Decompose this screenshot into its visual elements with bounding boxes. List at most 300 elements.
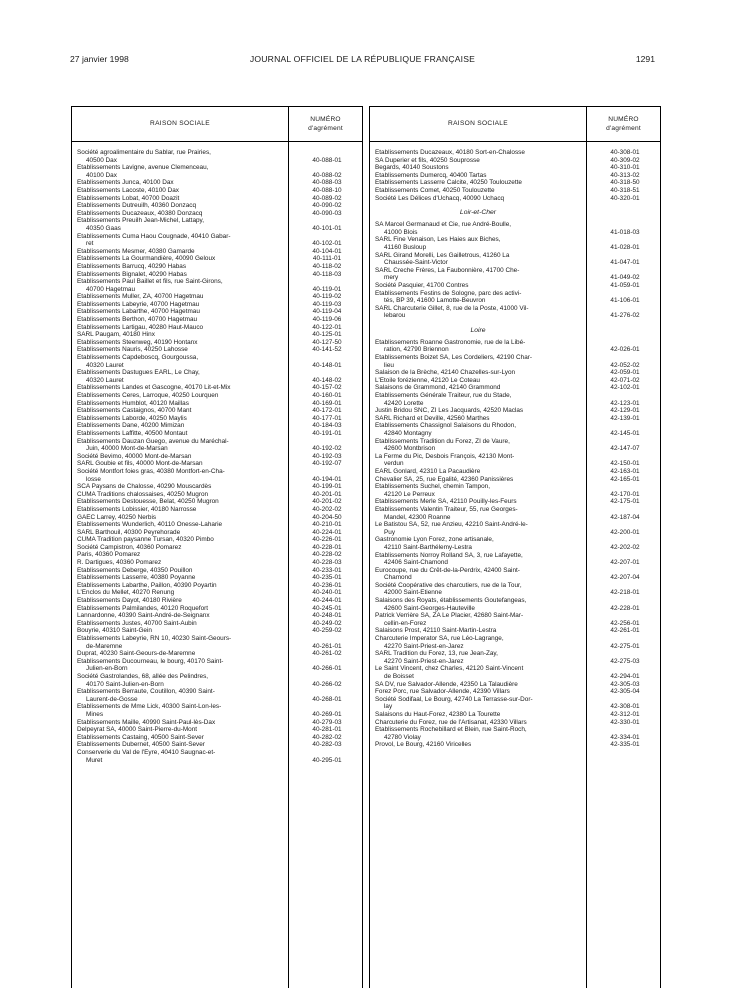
- raison-sociale-line: Etablissements Labarthe, 40700 Hagetmau: [77, 308, 200, 316]
- agrement-number: 40-192-03: [312, 452, 342, 460]
- table-row: [77, 574, 360, 582]
- raison-sociale-cell: [77, 210, 283, 218]
- raison-sociale-line: 42270 Saint-Priest-en-Jarez: [384, 642, 464, 650]
- table-row: [77, 703, 360, 718]
- agrement-number: 40-119-03: [312, 300, 342, 308]
- raison-sociale-cell: [77, 468, 283, 483]
- raison-sociale-cell: [77, 263, 283, 271]
- raison-sociale-cell: [375, 415, 581, 423]
- raison-sociale-line: SA DV, rue Salvador-Allende, 42350 La Talaudière: [375, 680, 518, 688]
- raison-sociale-line: Etablissements Destouesse, Belat, 40250 Mugron: [77, 498, 219, 506]
- raison-sociale-line: Société Pasquier, 41700 Contres: [375, 281, 469, 289]
- journal-title: JOURNAL OFFICIEL DE LA RÉPUBLIQUE FRANÇAISE: [249, 54, 476, 64]
- raison-sociale-cell: [375, 665, 581, 680]
- table-row: [77, 719, 360, 727]
- raison-sociale-line: SARL Paugam, 40180 Hinx: [77, 331, 155, 339]
- page-number: 1291: [635, 54, 655, 64]
- table-row: [77, 354, 360, 369]
- agrement-number: 40-233-01: [312, 566, 342, 574]
- raison-sociale-cell: [375, 422, 581, 437]
- raison-sociale-cell: [77, 331, 283, 339]
- raison-sociale-line: La Ferme du Pic, Desbois François, 42130 Mont-: [375, 452, 515, 460]
- raison-sociale-line: Etablissements Wunderlich, 40110 Onesse-Laharie: [77, 521, 223, 529]
- table-row: [77, 453, 360, 461]
- table-row: [375, 305, 658, 320]
- agrement-number: 40-101-01: [312, 224, 342, 232]
- agrement-number: 40-245-01: [312, 604, 342, 612]
- agrement-number: 42-200-01: [610, 528, 640, 536]
- table-row: [77, 400, 360, 408]
- table-row: [77, 567, 360, 575]
- table-row: [77, 589, 360, 597]
- table-row: [375, 681, 658, 689]
- table-row: [77, 741, 360, 749]
- table-row: [77, 597, 360, 605]
- raison-sociale-cell: [375, 407, 581, 415]
- raison-sociale-line: Etablissements Labeyrie, 40700 Hagetmau: [77, 300, 200, 308]
- agrement-number: 40-318-50: [610, 179, 640, 187]
- raison-sociale-line: 42270 Saint-Priest-en-Jarez: [384, 657, 464, 665]
- raison-sociale-line: Charcuterie du Forez, rue de l'Artisanat, 42330 Villars: [375, 718, 527, 726]
- raison-sociale-cell: [77, 438, 283, 453]
- raison-sociale-line: GAEC Larrey, 40250 Nerbis: [77, 513, 157, 521]
- raison-sociale-line: lebarou: [384, 312, 406, 320]
- agrement-number: 42-139-01: [610, 414, 640, 422]
- raison-sociale-line: 42600 Montbrison: [384, 445, 436, 453]
- raison-sociale-line: Etablissements Justes, 40700 Saint-Aubin: [77, 619, 197, 627]
- agrement-number: 40-310-01: [610, 164, 640, 172]
- raison-sociale-cell: [77, 635, 283, 650]
- raison-sociale-line: Société Bevimo, 40000 Mont-de-Marsan: [77, 452, 192, 460]
- raison-sociale-cell: [77, 551, 283, 559]
- agrement-number: 40-235-01: [312, 574, 342, 582]
- raison-sociale-cell: [77, 582, 283, 590]
- raison-sociale-line: Etablissements Lacoste, 40100 Dax: [77, 186, 179, 194]
- raison-sociale-cell: [77, 195, 283, 203]
- agrement-number: 40-125-01: [312, 331, 342, 339]
- table-row: [375, 741, 658, 749]
- raison-sociale-line: tés, BP 39, 41600 Lamotte-Beuvron: [384, 297, 486, 305]
- raison-sociale-line: Etablissements Ducazeaux, 40180 Sort-en-Chalosse: [375, 149, 525, 156]
- agrement-number: 40-313-02: [610, 171, 640, 179]
- table-row: [375, 597, 658, 612]
- raison-sociale-cell: [375, 339, 581, 354]
- numero-label: NUMÉRO: [608, 116, 639, 123]
- raison-sociale-line: Gastronomie Lyon Forez, zone artisanale,: [375, 536, 494, 544]
- raison-sociale-line: Société Coopérative des charcutiers, rue de la Tour,: [375, 581, 522, 589]
- raison-sociale-cell: [77, 719, 283, 727]
- raison-sociale-line: Delpeyrat SA, 40000 Saint-Pierre-du-Mont: [77, 726, 198, 734]
- raison-sociale-cell: [77, 589, 283, 597]
- agrement-number: 40-127-50: [312, 338, 342, 346]
- numero-label: NUMÉRO: [310, 116, 341, 123]
- raison-sociale-line: CUMA Tradition paysanne Tursan, 40320 Pimbo: [77, 536, 214, 544]
- raison-sociale-cell: [77, 658, 283, 673]
- raison-sociale-line: Paris, 40360 Pomarez: [77, 551, 141, 559]
- raison-sociale-cell: [77, 301, 283, 309]
- raison-sociale-line: Chamond: [384, 574, 412, 582]
- agrement-number: 40-157-02: [312, 384, 342, 392]
- table-row: [77, 650, 360, 658]
- raison-sociale-cell: [77, 354, 283, 369]
- agrement-number: 42-026-01: [610, 346, 640, 354]
- raison-sociale-cell: [375, 612, 581, 627]
- raison-sociale-cell: [77, 559, 283, 567]
- raison-sociale-line: Etablissements Dutreuilh, 40360 Donzacq: [77, 202, 197, 210]
- raison-sociale-line: SARL Richard et Deville, 42560 Marthes: [375, 414, 490, 422]
- raison-sociale-line: Etablissements Dastugues EARL, Le Chay,: [77, 369, 200, 377]
- raison-sociale-cell: [77, 650, 283, 658]
- raison-sociale-line: EARL Gonlard, 42310 La Pacaudière: [375, 467, 481, 475]
- agrement-number: 40-119-01: [312, 285, 342, 293]
- raison-sociale-line: Julien-en-Born: [86, 665, 128, 673]
- raison-sociale-line: de Boisset: [384, 673, 414, 680]
- table-row: [77, 498, 360, 506]
- raison-sociale-line: L'Enclos du Mellet, 40270 Renung: [77, 589, 175, 597]
- agrement-number: 41-028-01: [610, 243, 640, 251]
- table-row: [77, 635, 360, 650]
- raison-sociale-cell: [77, 544, 283, 552]
- raison-sociale-line: Etablissements Dumercq, 40400 Tartas: [375, 171, 487, 179]
- agrement-number: 40-295-01: [312, 756, 342, 764]
- agrement-number: 40-201-02: [312, 498, 342, 506]
- agrement-number: 42-261-01: [610, 627, 640, 635]
- table-row: [77, 263, 360, 271]
- raison-sociale-cell: [77, 384, 283, 392]
- raison-sociale-line: Lannardonne, 40390 Saint-André-de-Seignanx: [77, 612, 210, 620]
- raison-sociale-line: 40700 Hagetmau: [86, 285, 136, 293]
- table-row: [77, 384, 360, 392]
- raison-sociale-line: Etablissements Boizet SA, Les Cordeliers, 42190 Char-: [375, 354, 533, 362]
- section-heading: Loire: [470, 326, 486, 334]
- raison-sociale-cell: [375, 187, 581, 195]
- raison-sociale-cell: [375, 476, 581, 484]
- table-row: [375, 536, 658, 551]
- raison-sociale-line: 40350 Gaas: [86, 224, 121, 232]
- raison-sociale-line: CUMA Traditions chalossaises, 40250 Mugron: [77, 490, 209, 498]
- agrement-number: 42-218-01: [610, 589, 640, 597]
- raison-sociale-line: Etablissements Roanne Gastronomie, rue de la Libé-: [375, 338, 526, 346]
- raison-sociale-cell: [375, 696, 581, 711]
- raison-sociale-cell: [77, 293, 283, 301]
- page-header: [70, 54, 655, 68]
- table-row: [375, 468, 658, 476]
- agrement-number: 40-282-03: [312, 741, 342, 749]
- agrement-number: 40-192-07: [312, 460, 342, 468]
- raison-sociale-line: Etablissements Lavigne, avenue Clemenceau,: [77, 164, 209, 172]
- raison-sociale-line: ration, 42790 Briennon: [384, 346, 449, 354]
- raison-sociale-line: Muret: [86, 756, 103, 764]
- raison-sociale-cell: [375, 195, 581, 203]
- raison-sociale-cell: [375, 377, 581, 385]
- raison-sociale-cell: [375, 536, 581, 551]
- raison-sociale-line: SARL Girand Morelli, Les Gailletrous, 41260 La: [375, 251, 510, 259]
- raison-sociale-cell: [77, 498, 283, 506]
- agrement-number: 40-160-01: [312, 392, 342, 399]
- raison-sociale-cell: [375, 483, 581, 498]
- raison-sociale-line: Etablissements Festins de Sologne, parc des activi-: [375, 289, 522, 297]
- table-row: [375, 498, 658, 506]
- agrement-number: 40-192-02: [312, 445, 342, 453]
- raison-sociale-line: Etablissements Lasserre, 40380 Poyanne: [77, 574, 196, 582]
- agrement-number: 40-111-01: [312, 255, 342, 263]
- table-row: [375, 172, 658, 180]
- raison-sociale-line: Etablissements Tradition du Forez, ZI de Vaure,: [375, 437, 510, 445]
- agrement-number: 40-088-10: [312, 186, 342, 194]
- table-row: [77, 324, 360, 332]
- raison-sociale-cell: [375, 650, 581, 665]
- agrement-number: 40-169-01: [312, 399, 342, 407]
- section-heading: Loir-et-Cher: [459, 209, 497, 217]
- raison-sociale-cell: [77, 407, 283, 415]
- raison-sociale-line: Etablissements Preuilh Jean-Michel, Lattapy,: [77, 217, 205, 225]
- table-row: [375, 290, 658, 305]
- table-row: [77, 491, 360, 499]
- agrement-number: 40-194-01: [312, 475, 342, 483]
- table-row: [77, 248, 360, 256]
- raison-sociale-cell: [77, 605, 283, 613]
- raison-sociale-line: Etablissements Générale Traiteur, rue du Stade,: [375, 392, 512, 400]
- table-row: [77, 620, 360, 628]
- table-row: [77, 369, 360, 384]
- raison-sociale-cell: [77, 741, 283, 749]
- agrement-number: 40-240-01: [312, 589, 342, 597]
- table-row: [77, 301, 360, 309]
- raison-sociale-cell: [375, 267, 581, 282]
- raison-sociale-line: Etablissements Lartigau, 40280 Haut-Mauco: [77, 323, 204, 331]
- raison-sociale-line: Etablissements Muller, ZA, 40700 Hagetmau: [77, 293, 204, 301]
- table-row: [77, 529, 360, 537]
- raison-sociale-cell: [77, 187, 283, 195]
- agrement-number: 40-088-03: [312, 179, 342, 187]
- agrement-number: 40-119-06: [312, 316, 342, 324]
- agrement-number: 40-210-01: [312, 521, 342, 529]
- agrement-number: 40-090-03: [312, 209, 342, 217]
- table-row: [375, 179, 658, 187]
- raison-sociale-line: Etablissements Deberge, 40350 Pouillon: [77, 566, 193, 574]
- table-row: [375, 392, 658, 407]
- table-row: [375, 582, 658, 597]
- raison-sociale-cell: [77, 673, 283, 688]
- raison-sociale-line: Etablissements Landes et Gascogne, 40170 Lit-et-Mix: [77, 384, 231, 392]
- right-entries: [375, 149, 658, 749]
- raison-sociale-line: 42406 Saint-Chamond: [384, 559, 448, 567]
- agrement-number: 40-269-01: [312, 710, 342, 718]
- raison-sociale-line: 42600 Saint-Georges-Hauteville: [384, 604, 475, 612]
- agrement-number: 42-335-01: [610, 741, 640, 749]
- agrement-label: d'agrément: [308, 125, 343, 132]
- agrement-number: 40-228-02: [312, 551, 342, 559]
- agrement-number: 42-187-04: [610, 513, 640, 521]
- agrement-number: 41-276-02: [610, 312, 640, 320]
- agrement-number: 42-202-02: [610, 543, 640, 551]
- raison-sociale-line: R. Dartigues, 40360 Pomarez: [77, 559, 162, 567]
- agrement-number: 42-312-01: [610, 710, 640, 718]
- raison-sociale-cell: [77, 248, 283, 256]
- table-row: [77, 255, 360, 263]
- raison-sociale-cell: [375, 369, 581, 377]
- agrement-number: 40-177-01: [312, 414, 342, 422]
- raison-sociale-cell: [77, 217, 283, 232]
- raison-sociale-cell: [375, 157, 581, 165]
- table-row: [375, 453, 658, 468]
- raison-sociale-cell: [375, 305, 581, 320]
- agrement-number: 42-207-01: [610, 559, 640, 567]
- raison-sociale-cell: [77, 324, 283, 332]
- raison-sociale-cell: [375, 221, 581, 236]
- table-row: [375, 483, 658, 498]
- agrement-number: 42-150-01: [610, 460, 640, 468]
- raison-sociale-line: Eurocoupe, rue du Crêt-de-la-Perdrix, 42400 Saint-: [375, 566, 520, 574]
- agrement-number: 40-281-01: [312, 726, 342, 734]
- agrement-number: 40-148-01: [312, 361, 342, 369]
- raison-sociale-line: Mandel, 42300 Roanne: [384, 513, 451, 521]
- agrement-number: 41-018-03: [610, 228, 640, 236]
- agrement-number: 40-266-02: [312, 680, 342, 688]
- raison-sociale-line: Salaisons des Royats, établissements Goutefangeas,: [375, 597, 527, 605]
- raison-sociale-line: SCA Paysans de Chalosse, 40290 Mouscardès: [77, 483, 212, 491]
- raison-sociale-line: SA Marcel Germanaud et Cie, rue André-Boulle,: [375, 221, 512, 229]
- raison-sociale-cell: [77, 726, 283, 734]
- table-row: [375, 164, 658, 172]
- table-row: [77, 293, 360, 301]
- right-column-header: [370, 106, 660, 142]
- raison-sociale-cell: [375, 688, 581, 696]
- raison-sociale-line: Etablissements Valentin Traiteur, 55, rue Georges-: [375, 505, 518, 513]
- raison-sociale-line: 42840 Montagny: [384, 430, 432, 437]
- raison-sociale-cell: [77, 536, 283, 544]
- raison-sociale-line: 41000 Blois: [384, 228, 418, 236]
- raison-sociale-line: 40320 Lauret: [86, 361, 124, 369]
- table-row: [77, 514, 360, 522]
- table-row: [77, 627, 360, 635]
- raison-sociale-line: 41160 Busloup: [384, 243, 427, 251]
- raison-sociale-line: Conserverie du Val de l'Eyre, 40410 Saugnac-et-: [77, 748, 216, 756]
- table-row: [375, 650, 658, 665]
- raison-sociale-line: Chevalier SA, 25, rue Egalité, 42360 Panissières: [375, 475, 514, 483]
- raison-sociale-line: 40100 Dax: [86, 171, 117, 179]
- agrement-number: 40-201-01: [312, 490, 342, 498]
- raison-sociale-line: Etablissements Lobissier, 40180 Narrosse: [77, 505, 197, 513]
- raison-sociale-line: Charcuterie Imperator SA, rue Léo-Lagrange,: [375, 635, 504, 643]
- table-row: [77, 688, 360, 703]
- agrement-number: 40-191-01: [312, 429, 342, 437]
- raison-sociale-line: Etablissements Suchel, chemin Tampon,: [375, 483, 490, 491]
- table-row: [77, 734, 360, 742]
- raison-sociale-cell: [375, 252, 581, 267]
- table-row: [77, 582, 360, 590]
- table-row: [77, 233, 360, 248]
- agrement-number: 42-275-01: [610, 642, 640, 650]
- table-row: [375, 711, 658, 719]
- table-row: [77, 217, 360, 232]
- table-row: [375, 236, 658, 251]
- raison-sociale-line: verdun: [384, 460, 404, 468]
- left-column-header: [72, 106, 362, 142]
- raison-sociale-cell: [375, 164, 581, 172]
- table-row: [375, 696, 658, 711]
- raison-sociale-cell: [77, 567, 283, 575]
- agrement-number: 41-059-01: [610, 281, 640, 289]
- table-row: [77, 339, 360, 347]
- raison-sociale-cell: [375, 506, 581, 521]
- raison-sociale-cell: [77, 233, 283, 248]
- raison-sociale-line: Etablissements Berthon, 40700 Hagetmau: [77, 316, 198, 324]
- table-row: [375, 221, 658, 236]
- raison-sociale-line: 42110 Saint-Barthélemy-Lestra: [384, 543, 472, 551]
- raison-sociale-cell: [77, 514, 283, 522]
- table-row: [375, 407, 658, 415]
- table-row: [375, 415, 658, 423]
- numero-heading: [288, 107, 362, 141]
- agrement-number: 40-282-02: [312, 733, 342, 741]
- raison-sociale-line: Etablissements Junca, 40100 Dax: [77, 179, 174, 187]
- table-row: [375, 476, 658, 484]
- raison-sociale-line: SARL Fine Venaison, Les Haies aux Biches,: [375, 236, 501, 244]
- agrement-number: 40-184-03: [312, 422, 342, 430]
- agrement-number: 42-275-03: [610, 657, 640, 665]
- raison-sociale-line: Etablissements Dauzan Guego, avenue du Maréchal-: [77, 437, 229, 445]
- raison-sociale-line: Salaisons du Haut-Forez, 42380 La Tourette: [375, 710, 501, 718]
- table-row: [77, 506, 360, 514]
- raison-sociale-cell: [375, 498, 581, 506]
- agrement-number: 42-165-01: [610, 475, 640, 483]
- raison-sociale-line: 40170 Saint-Julien-en-Born: [86, 680, 164, 688]
- raison-sociale-cell: [77, 597, 283, 605]
- raison-sociale-cell: [375, 172, 581, 180]
- table-row: [375, 195, 658, 203]
- raison-sociale-line: Etablissements Labarthe, Paillon, 40390 Poyartin: [77, 581, 217, 589]
- raison-sociale-cell: [77, 749, 283, 764]
- raison-sociale-line: 42780 Violay: [384, 733, 421, 741]
- raison-sociale-cell: [77, 339, 283, 347]
- table-row: [375, 422, 658, 437]
- table-row: [77, 210, 360, 218]
- raison-sociale-line: SARL Charcuterie Gillet, 8, rue de la Poste, 41000 Vil-: [375, 304, 529, 312]
- agrement-number: 42-305-04: [610, 688, 640, 696]
- raison-sociale-cell: [375, 290, 581, 305]
- raison-sociale-line: Salaisons de Grammond, 42140 Grammond: [375, 384, 501, 392]
- raison-sociale-line: Juin, 40000 Mont-de-Marsan: [86, 445, 168, 453]
- table-row: [77, 331, 360, 339]
- raison-sociale-cell: [77, 734, 283, 742]
- table-row: [375, 354, 658, 369]
- raison-sociale-cell: [375, 681, 581, 689]
- raison-sociale-line: Etablissements La Gourmandière, 40090 Geloux: [77, 255, 216, 263]
- table-row: [77, 392, 360, 400]
- raison-sociale-line: 40500 Dax: [86, 156, 117, 164]
- raison-sociale-cell: [77, 627, 283, 635]
- agrement-number: 42-308-01: [610, 703, 640, 711]
- raison-sociale-cell: [77, 278, 283, 293]
- raison-sociale-cell: [375, 149, 581, 157]
- raison-sociale-cell: [77, 400, 283, 408]
- numero-heading: [586, 107, 660, 141]
- table-row: [77, 551, 360, 559]
- raison-sociale-cell: [375, 582, 581, 597]
- table-row: [375, 521, 658, 536]
- raison-sociale-cell: [375, 741, 581, 749]
- raison-sociale-line: Etablissements Rochebillard et Blein, rue Saint-Roch,: [375, 726, 527, 734]
- raison-sociale-line: Etablissements Cuma Haou Cougnade, 40410 Gabar-: [77, 232, 231, 240]
- raison-sociale-line: Société agroalimentaire du Sablar, rue Prairies,: [77, 149, 211, 156]
- raison-sociale-line: Etablissements Merle SA, 42110 Pouilly-les-Feurs: [375, 498, 517, 506]
- raison-sociale-cell: [375, 521, 581, 536]
- raison-sociale-line: Puy: [384, 528, 396, 536]
- raison-sociale-line: Laurent-de-Gosse: [86, 695, 138, 703]
- raison-sociale-line: Salaisons Prost, 42110 Saint-Martin-Lestra: [375, 627, 497, 635]
- raison-sociale-line: Etablissements Dane, 40200 Mimizan: [77, 422, 185, 430]
